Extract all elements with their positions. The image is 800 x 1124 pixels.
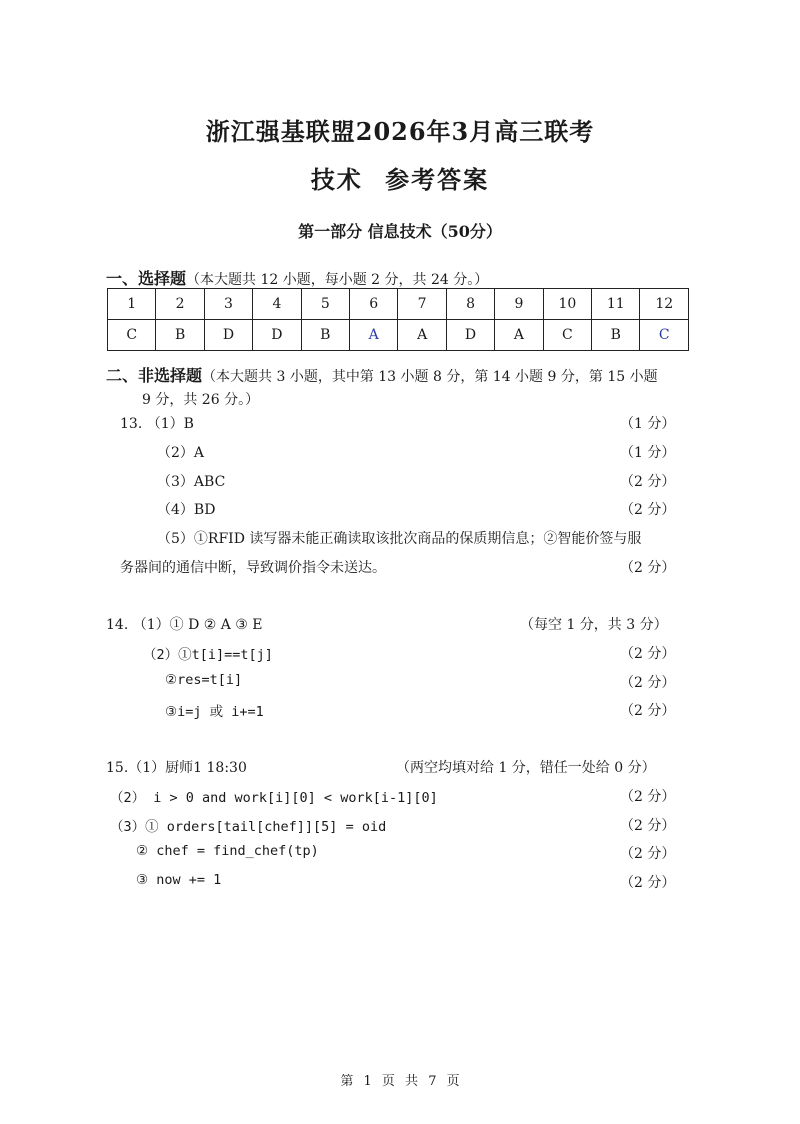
- answer-cell: A: [350, 320, 398, 351]
- question-number: 9: [495, 289, 543, 320]
- section2-heading: 二、非选择题: [106, 366, 203, 385]
- question-number: 5: [301, 289, 349, 320]
- q15-answer-5: ③ now += 1: [136, 872, 222, 888]
- q15-answer-2: （2） i > 0 and work[i][0] < work[i-1][0]: [110, 790, 438, 806]
- answer-cell: C: [543, 320, 591, 351]
- question-number: 4: [253, 289, 301, 320]
- q13-score-1: （1 分）: [620, 416, 676, 432]
- section2-header: [106, 363, 658, 386]
- q13-answer-2: （2）A: [157, 445, 205, 461]
- answer-cell: C: [640, 320, 689, 351]
- section1-heading: 一、选择题: [106, 269, 187, 288]
- answer-table: [107, 288, 689, 351]
- answer-table-numbers-row: [108, 289, 689, 320]
- question-number: 6: [350, 289, 398, 320]
- q14-answer-4: ③i=j 或 i+=1: [165, 704, 264, 720]
- q15-answer-1: 15.（1）厨师1 18:30: [106, 760, 247, 776]
- answer-cell: D: [253, 320, 301, 351]
- section2-note-continued: 9 分，共 26 分。）: [142, 392, 260, 408]
- q14-answer-2: （2）①t[i]==t[j]: [143, 647, 273, 663]
- q15-answer-4: ② chef = find_chef(tp): [136, 843, 319, 859]
- answer-cell: C: [108, 320, 156, 351]
- q13-answer-3: （3）ABC: [157, 474, 226, 490]
- q13-score-5: （2 分）: [620, 560, 676, 576]
- question-number: 10: [543, 289, 591, 320]
- q13-score-2: （1 分）: [620, 445, 676, 461]
- answer-cell: B: [156, 320, 204, 351]
- question-number: 3: [204, 289, 252, 320]
- q15-answer-3: （3）① orders[tail[chef]][5] = oid: [110, 819, 387, 835]
- part-title: 第一部分 信息技术（50分）: [298, 222, 502, 241]
- answer-cell: A: [398, 320, 446, 351]
- q15-score-5: （2 分）: [620, 875, 676, 891]
- question-number: 7: [398, 289, 446, 320]
- q14-score-1: （每空 1 分，共 3 分）: [520, 617, 668, 633]
- question-number: 1: [108, 289, 156, 320]
- q14-answer-1: 14. （1）① D ② A ③ E: [106, 617, 263, 633]
- q14-score-3: （2 分）: [620, 675, 676, 691]
- answer-cell: D: [446, 320, 494, 351]
- question-number: 8: [446, 289, 494, 320]
- q13-score-4: （2 分）: [620, 502, 676, 518]
- answer-cell: B: [301, 320, 349, 351]
- q15-score-4: （2 分）: [620, 846, 676, 862]
- q15-score-2: （2 分）: [620, 789, 676, 805]
- q13-score-3: （2 分）: [620, 474, 676, 490]
- question-number: 11: [592, 289, 640, 320]
- answer-table-answers-row: [108, 320, 689, 351]
- question-number: 2: [156, 289, 204, 320]
- page-footer: 第 1 页 共 7 页: [340, 1074, 460, 1089]
- q13-answer-4: （4）BD: [157, 502, 216, 518]
- answer-cell: D: [204, 320, 252, 351]
- section1-note: （本大题共 12 小题，每小题 2 分，共 24 分。）: [186, 272, 489, 288]
- q13-answer-1: 13. （1）B: [120, 416, 194, 432]
- section1-header: [106, 266, 488, 289]
- q14-answer-3: ②res=t[i]: [165, 672, 243, 688]
- answer-cell: B: [592, 320, 640, 351]
- q15-score-1: （两空均填对给 1 分，错任一处给 0 分）: [396, 760, 656, 776]
- document-title: 浙江强基联盟2026年3月高三联考: [205, 117, 595, 146]
- q13-answer-5b: 务器间的通信中断，导致调价指令未送达。: [120, 560, 386, 576]
- document-subtitle: 技术 参考答案: [310, 165, 490, 194]
- q13-answer-5a: （5）①RFID 读写器未能正确读取该批次商品的保质期信息；②智能价签与服: [157, 531, 642, 547]
- answer-cell: A: [495, 320, 543, 351]
- section2-note: （本大题共 3 小题，其中第 13 小题 8 分，第 14 小题 9 分，第 15 小题: [202, 369, 658, 385]
- q15-score-3: （2 分）: [620, 818, 676, 834]
- q14-score-2: （2 分）: [620, 646, 676, 662]
- q14-score-4: （2 分）: [620, 703, 676, 719]
- question-number: 12: [640, 289, 689, 320]
